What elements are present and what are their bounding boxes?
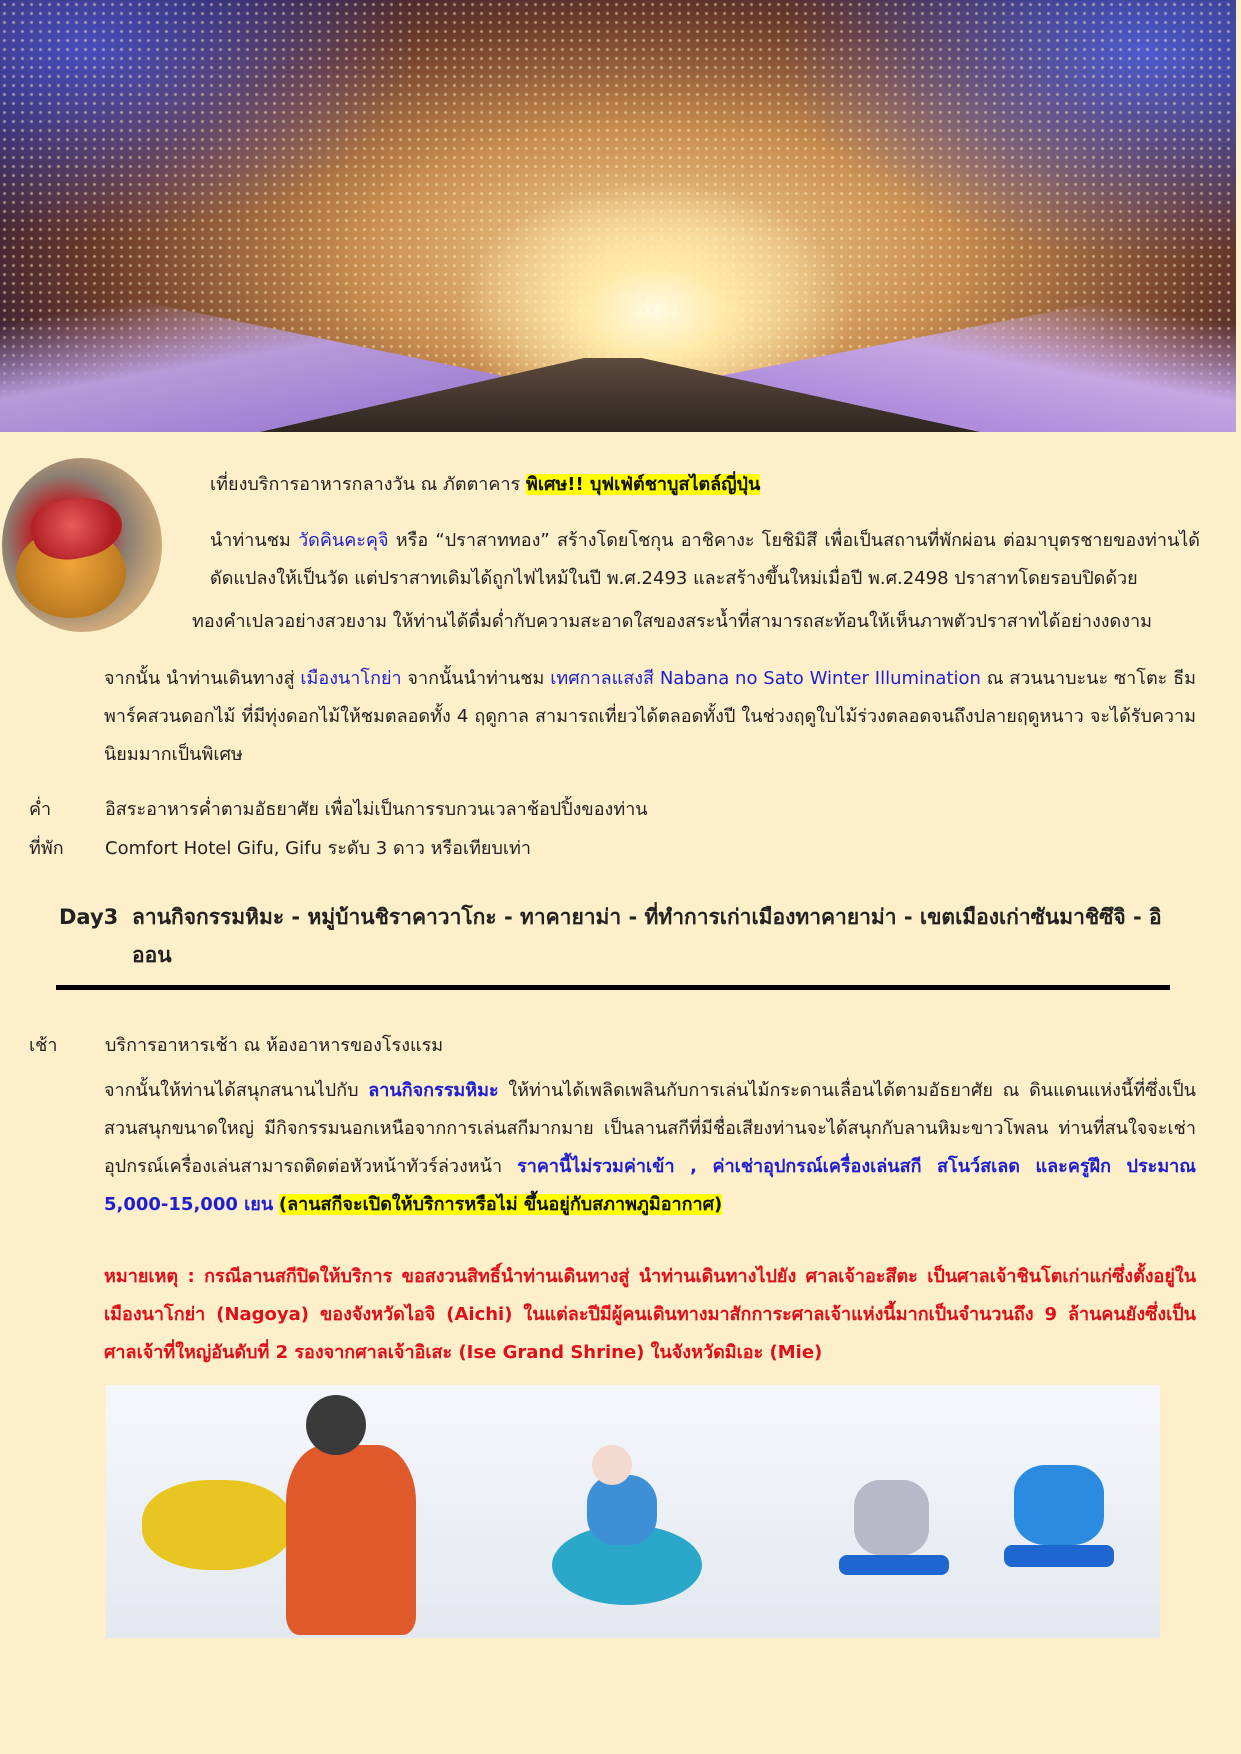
snow-t2: ให้ท่านได้เพลิดเพลินกับการเล่นไม้กระดานเลื่อนได้ตามอัธยาศัย ณ ดินแดนแห่งนี้ที่ซึ่งเป็นสวนสนุกขนาดใหญ่ มีกิจกรรมนอกเหนือจากการเล่นสกีมากมาย เป็นลานสกีที่มีชื่อเสียงท่านจะได้สนุกกับลานหิมะขาวโพลน ท่านที่สนใจจะเช่าอุปกรณ์เครื่องเล่นสามารถติดต่อหัวหน้าทัวร์ล่วงหน้า xyxy=(104,1080,1196,1177)
illumination-tunnel-image xyxy=(0,0,1236,432)
snow-space xyxy=(273,1194,279,1215)
hotel-value: Comfort Hotel Gifu, Gifu ระดับ 3 ดาว หรือเทียบเท่า xyxy=(105,838,532,859)
snow-tube-photo xyxy=(457,1385,808,1638)
day3-title: ลานกิจกรรมหิมะ - หมู่บ้านชิราคาวาโกะ - ทาคายาม่า - ที่ทำการเก่าเมืองทาคายาม่า - เขตเมืองเก่าซันมาชิซึจิ - อิออน xyxy=(132,905,1162,967)
dinner-value: อิสระอาหารค่ำตามอัธยาศัย เพื่อไม่เป็นการรบกวนเวลาช้อปปิ้งของท่าน xyxy=(105,799,648,820)
snow-t1: จากนั้นให้ท่านได้สนุกสนานไปกับ xyxy=(104,1080,369,1101)
snow-place: ลานกิจกรรมหิมะ xyxy=(368,1080,499,1101)
snowmobile-photo xyxy=(106,1385,457,1638)
snow-activity-paragraph xyxy=(104,1072,1196,1224)
lunch-highlight: พิเศษ!! บุฟเฟ่ต์ชาบูสไตล์ญี่ปุ่น xyxy=(525,474,761,495)
dinner-label: ค่ำ xyxy=(29,799,52,820)
kinkakuji-paragraph xyxy=(210,522,1200,598)
nagoya-city: เมืองนาโกย่า xyxy=(300,668,402,689)
nagoya-t1: จากนั้น นำท่านเดินทางสู่ xyxy=(104,668,301,689)
breakfast-value: บริการอาหารเช้า ณ ห้องอาหารของโรงแรม xyxy=(105,1035,444,1056)
remark-paragraph: หมายเหตุ : กรณีลานสกีปิดให้บริการ ขอสงวนสิทธิ์นำท่านเดินทางสู่ นำท่านเดินทางไปยัง ศาลเจ้าอะสึตะ เป็นศาลเจ้าชินโตเก่าแก่ซึ่งตั้งอยู่ในเมืองนาโกย่า (Nagoya) ของจังหวัดไอจิ (Aichi) ในแต่ละปีมีผู้คนเดินทางมาสักการะศาลเจ้าแห่งนี้มากเป็นจำนวนถึง 9 ล้านคนยังซึ่งเป็นศาลเจ้าที่ใหญ่อันดับที่ 2 รองจากศาลเจ้าอิเสะ (Ise Grand Shrine) ในจังหวัดมิเอะ (Mie) xyxy=(104,1266,1196,1363)
kinkakuji-line3: ทองคำเปลวอย่างสวยงาม ให้ท่านได้ดื่มด่ำกับความสะอาดใสของสระน้ำที่สามารถสะท้อนให้เห็นภาพตัวปราสาทได้อย่างงดงาม xyxy=(192,611,1152,632)
kinkakuji-intro: นำท่านชม xyxy=(210,530,299,551)
kinkakuji-place: วัดคินคะคุจิ xyxy=(298,530,389,551)
snow-price: ราคานี้ไม่รวมค่าเข้า , ค่าเช่าอุปกรณ์เครื่องเล่นสกี สโนว์สเลด และครูฝึก ประมาณ 5,000-15,000 เยน xyxy=(104,1156,1196,1215)
shabu-beef-image xyxy=(2,458,162,632)
nagoya-festival: เทศกาลแสงสี Nabana no Sato Winter Illumination xyxy=(550,668,981,689)
nagoya-t2: จากนั้นนำท่านชม xyxy=(401,668,551,689)
kinkakuji-body: หรือ “ปราสาททอง” สร้างโดยโชกุน อาชิคางะ โยชิมิสึ เพื่อเป็นสถานที่พักผ่อน ต่อมาบุตรชายของท่านได้ดัดแปลงให้เป็นวัด แต่ปราสาทเดิมได้ถูกไฟไหม้ในปี พ.ศ.2493 และสร้างขึ้นใหม่เมื่อปี พ.ศ.2498 ปราสาทโดยรอบปิดด้วย xyxy=(210,530,1200,589)
lunch-text: เที่ยงบริการอาหารกลางวัน ณ ภัตตาคาร xyxy=(210,474,526,495)
nagoya-paragraph xyxy=(104,660,1196,774)
lunch-line xyxy=(210,466,1200,504)
day3-label: Day3 xyxy=(59,905,119,929)
breakfast-label: เช้า xyxy=(29,1035,58,1056)
nagoya-t3: ณ สวนนาบะนะ ซาโตะ ธีมพาร์คสวนดอกไม้ ที่มีทุ่งดอกไม้ให้ชมตลอดทั้ง 4 ฤดูกาล สามารถเที่ยวได้ตลอดทั้งปี ในช่วงฤดูใบไม้ร่วงตลอดจนถึงปลายฤดูหนาว จะได้รับความนิยมมากเป็นพิเศษ xyxy=(104,668,1196,765)
hotel-label: ที่พัก xyxy=(29,838,64,859)
day3-divider xyxy=(56,985,1170,990)
snow-photos xyxy=(106,1385,1160,1638)
snow-sled-photo xyxy=(809,1385,1160,1638)
snow-weather-note: (ลานสกีจะเปิดให้บริการหรือไม่ ขึ้นอยู่กับสภาพภูมิอากาศ) xyxy=(278,1194,723,1215)
